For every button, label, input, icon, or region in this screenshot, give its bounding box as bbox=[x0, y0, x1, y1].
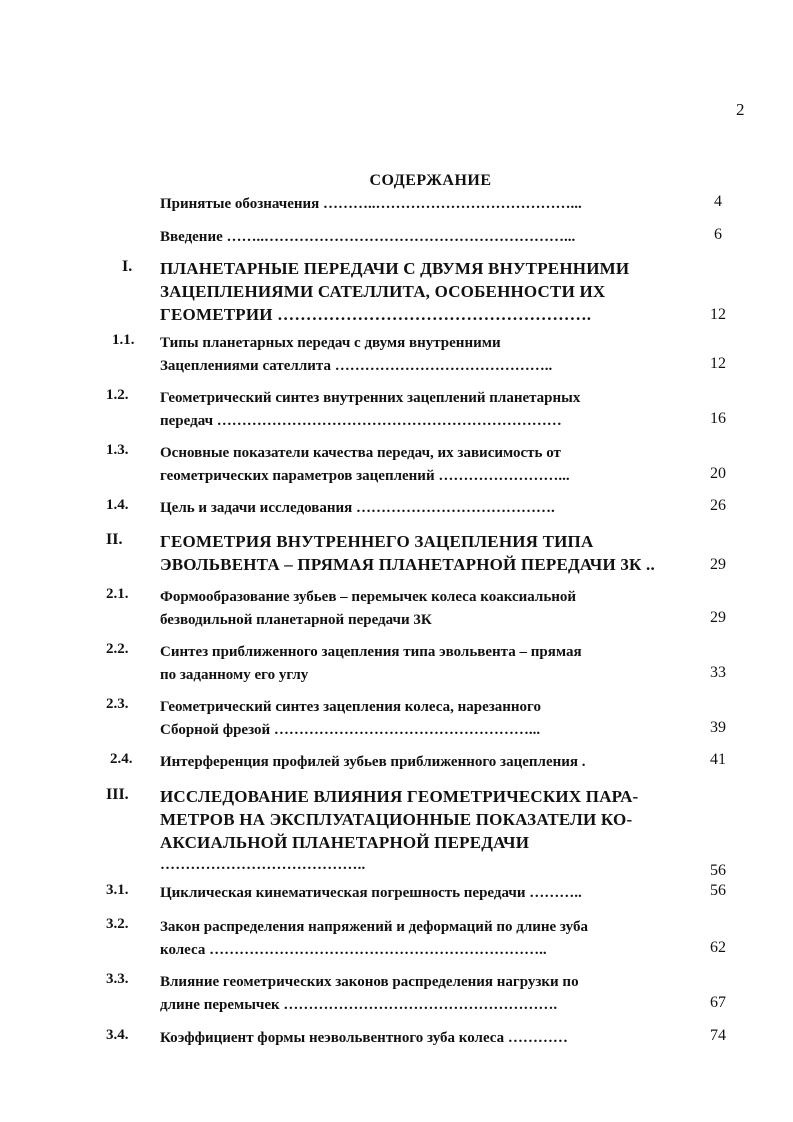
toc-entry-title bbox=[160, 257, 690, 326]
toc-title: СОДЕРЖАНИЕ bbox=[369, 172, 492, 189]
toc-entry-line: Сборной фрезой ……………………………………………... bbox=[160, 722, 541, 738]
toc-entry-number: II. bbox=[106, 531, 123, 548]
toc-entry-title bbox=[160, 641, 690, 687]
toc-entry-line: Коэффициент формы неэвольвентного зуба колеса ………… bbox=[160, 1030, 568, 1046]
toc-entry-line: ………………………………….. bbox=[160, 857, 366, 873]
toc-entry-line: АКСИАЛЬНОЙ ПЛАНЕТАРНОЙ ПЕРЕДАЧИ bbox=[160, 833, 530, 852]
toc-entry-line: ГЕОМЕТРИЯ ВНУТРЕННЕГО ЗАЦЕПЛЕНИЯ ТИПА bbox=[160, 532, 594, 551]
toc-entry-page: 33 bbox=[710, 664, 726, 681]
toc-entry-number: 3.4. bbox=[106, 1027, 129, 1043]
toc-entry-number: 3.3. bbox=[106, 971, 129, 987]
toc-entry-line: Влияние геометрических законов распределения нагрузки по bbox=[160, 974, 579, 990]
toc-entry-line: Введение ……..……………………………………………………... bbox=[160, 229, 576, 245]
toc-entry-title bbox=[160, 882, 690, 905]
toc-entry-line: Геометрический синтез внутренних зацеплений планетарных bbox=[160, 390, 581, 406]
toc-entry-title bbox=[160, 916, 690, 962]
toc-entry-title bbox=[160, 442, 690, 488]
toc-entry-number: 2.3. bbox=[106, 696, 129, 712]
toc-entry-line: геометрических параметров зацеплений ……………………... bbox=[160, 468, 570, 484]
toc-entry-page: 56 bbox=[710, 882, 726, 899]
toc-entry-line: колеса ………………………………………………………….. bbox=[160, 942, 547, 958]
toc-entry-title bbox=[160, 497, 690, 520]
toc-entry-page: 67 bbox=[710, 994, 726, 1011]
toc-entry-line: Зацеплениями сателлита …………………………………….. bbox=[160, 358, 553, 374]
toc-entry-page: 29 bbox=[710, 556, 726, 573]
toc-entry-number: 1.3. bbox=[106, 442, 129, 458]
toc-entry-title bbox=[160, 332, 690, 378]
toc-entry-title bbox=[160, 751, 690, 774]
toc-entry-line: Типы планетарных передач с двумя внутренними bbox=[160, 335, 501, 351]
toc-entry-title bbox=[160, 1027, 690, 1050]
toc-entry-number: III. bbox=[106, 786, 129, 803]
toc-entry-page: 29 bbox=[710, 609, 726, 626]
toc-entry-line: передач …………………………………………………………… bbox=[160, 413, 562, 429]
toc-entry-title bbox=[160, 387, 690, 433]
toc-entry-title bbox=[160, 586, 690, 632]
toc-entry-line: ЗАЦЕПЛЕНИЯМИ САТЕЛЛИТА, ОСОБЕННОСТИ ИХ bbox=[160, 282, 606, 301]
toc-entry-page: 39 bbox=[710, 719, 726, 736]
toc-entry-line: по заданному его углу bbox=[160, 667, 309, 683]
toc-entry-title bbox=[160, 696, 690, 742]
toc-entry-number: 2.2. bbox=[106, 641, 129, 657]
toc-entry-line: Циклическая кинематическая погрешность передачи ……….. bbox=[160, 885, 582, 901]
toc-entry-line: Принятые обозначения ………..…………………………………... bbox=[160, 196, 582, 212]
toc-entry-title bbox=[160, 193, 690, 216]
toc-entry-page: 12 bbox=[710, 306, 726, 323]
toc-entry-line: Основные показатели качества передач, их зависимость от bbox=[160, 445, 561, 461]
toc-entry-page: 26 bbox=[710, 497, 726, 514]
toc-entry-number: 3.1. bbox=[106, 882, 129, 898]
toc-entry-line: безводильной планетарной передачи 3К bbox=[160, 612, 432, 628]
toc-entry-line: ИССЛЕДОВАНИЕ ВЛИЯНИЯ ГЕОМЕТРИЧЕСКИХ ПАРА- bbox=[160, 787, 639, 806]
toc-entry-page: 12 bbox=[710, 355, 726, 372]
toc-entry-number: 2.4. bbox=[110, 751, 133, 767]
toc-entry-line: Формообразование зубьев – перемычек колеса коаксиальной bbox=[160, 589, 577, 605]
toc-entry-page: 41 bbox=[710, 751, 726, 768]
toc-entry-page: 56 bbox=[710, 862, 726, 879]
toc-entry-line: ЭВОЛЬВЕНТА – ПРЯМАЯ ПЛАНЕТАРНОЙ ПЕРЕДАЧИ 3К .. bbox=[160, 555, 655, 574]
toc-entry-number: 1.1. bbox=[112, 332, 135, 348]
toc-entry-line: ГЕОМЕТРИИ ………………………………………………. bbox=[160, 305, 592, 324]
toc-entry-line: МЕТРОВ НА ЭКСПЛУАТАЦИОННЫЕ ПОКАЗАТЕЛИ КО- bbox=[160, 810, 633, 829]
toc-entry-page: 4 bbox=[714, 193, 722, 210]
toc-entry-number: I. bbox=[122, 258, 133, 275]
toc-entry-line: Закон распределения напряжений и деформаций по длине зуба bbox=[160, 919, 588, 935]
toc-entry-page: 6 bbox=[714, 226, 722, 243]
toc-entry-number: 1.4. bbox=[106, 497, 129, 513]
toc-entry-title bbox=[160, 530, 690, 576]
toc-entry-page: 62 bbox=[710, 939, 726, 956]
toc-entry-number: 1.2. bbox=[106, 387, 129, 403]
toc-entry-title bbox=[160, 785, 690, 877]
toc-entry-title bbox=[160, 971, 690, 1017]
toc-entry-line: ПЛАНЕТАРНЫЕ ПЕРЕДАЧИ С ДВУМЯ ВНУТРЕННИМИ bbox=[160, 259, 630, 278]
page-number: 2 bbox=[736, 100, 745, 119]
toc-entry-line: Синтез приближенного зацепления типа эвольвента – прямая bbox=[160, 644, 582, 660]
toc-entry-number: 2.1. bbox=[106, 586, 129, 602]
toc-entry-number: 3.2. bbox=[106, 916, 129, 932]
toc-entry-page: 20 bbox=[710, 465, 726, 482]
toc-entry-line: Геометрический синтез зацепления колеса, нарезанного bbox=[160, 699, 541, 715]
toc-entry-page: 16 bbox=[710, 410, 726, 427]
toc-entry-line: длине перемычек ………………………………………………. bbox=[160, 997, 558, 1013]
toc-entry-page: 74 bbox=[710, 1027, 726, 1044]
toc-entry-line: Цель и задачи исследования …………………………………. bbox=[160, 500, 555, 516]
toc-entry-title bbox=[160, 226, 690, 249]
toc-entry-line: Интерференция профилей зубьев приближенного зацепления . bbox=[160, 754, 586, 770]
